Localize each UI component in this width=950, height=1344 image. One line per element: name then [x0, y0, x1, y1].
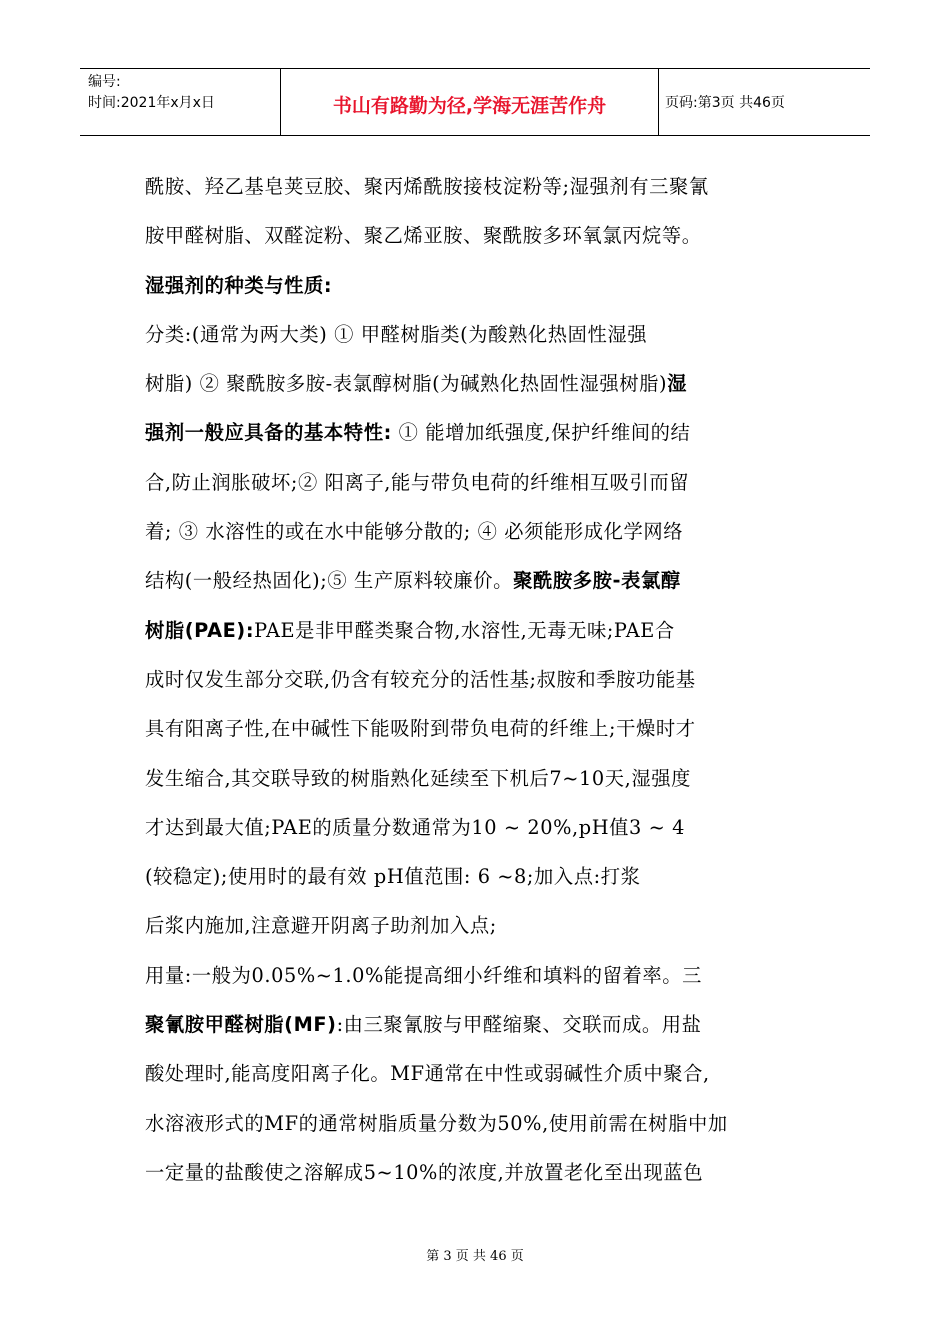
text-run: 胺甲醛树脂、双醛淀粉、聚乙烯亚胺、聚酰胺多环氧氯丙烷等。: [145, 224, 702, 248]
text-line: [145, 359, 807, 408]
text-line: [145, 507, 807, 556]
text-run: 合,防止润胀破坏;② 阳离子,能与带负电荷的纤维相互吸引而留: [145, 470, 690, 494]
bold-run: 湿: [667, 372, 687, 396]
bold-run: 强剂一般应具备的基本特性:: [145, 421, 392, 445]
text-line: [145, 606, 807, 655]
document-body: [145, 162, 807, 1197]
text-line: [145, 803, 807, 852]
text-run: :由三聚氰胺与甲醛缩聚、交联而成。用盐: [336, 1013, 702, 1037]
page-footer: 第 3 页 共 46 页: [426, 1249, 524, 1264]
text-line: [145, 951, 807, 1000]
header-motto: 书山有路勤为径,学海无涯苦作舟: [281, 69, 659, 135]
text-run: 具有阳离子性,在中碱性下能吸附到带负电荷的纤维上;干燥时才: [145, 717, 696, 741]
bold-run: 聚氰胺甲醛树脂(MF): [145, 1013, 337, 1037]
text-run: 酸处理时,能高度阳离子化。MF通常在中性或弱碱性介质中聚合,: [145, 1062, 710, 1086]
text-run: 树脂) ② 聚酰胺多胺-表氯醇树脂(为碱熟化热固性湿强树脂): [145, 372, 668, 396]
text-run: 酰胺、羟乙基皂荚豆胶、聚丙烯酰胺接枝淀粉等;湿强剂有三聚氰: [145, 175, 709, 198]
text-run: 后浆内施加,注意避开阴离子助剂加入点;: [145, 914, 497, 938]
text-line: [145, 310, 807, 359]
text-run: 成时仅发生部分交联,仍含有较充分的活性基;叔胺和季胺功能基: [145, 667, 696, 691]
text-run: PAE是非甲醛类聚合物,水溶性,无毒无味;PAE合: [254, 618, 675, 642]
text-run: 着; ③ 水溶性的或在水中能够分散的; ④ 必须能形成化学网络: [145, 520, 684, 544]
text-run: (较稳定);使用时的最有效 pH值范围: 6 ~8;加入点:打浆: [145, 865, 641, 889]
text-line: [145, 556, 807, 605]
text-line: [145, 261, 807, 310]
text-line: [145, 704, 807, 753]
text-run: 结构(一般经热固化);⑤ 生产原料较廉价。: [145, 569, 514, 593]
text-run: ① 能增加纸强度,保护纤维间的结: [391, 421, 691, 445]
text-line: [145, 1049, 807, 1098]
text-run: 水溶液形式的MF的通常树脂质量分数为50%,使用前需在树脂中加: [145, 1111, 728, 1135]
text-run: 一定量的盐酸使之溶解成5~10%的浓度,并放置老化至出现蓝色: [145, 1160, 704, 1184]
text-line: [145, 754, 807, 803]
text-line: [145, 655, 807, 704]
text-run: 发生缩合,其交联导致的树脂熟化延续至下机后7~10天,湿强度: [145, 766, 691, 790]
text-line: [145, 211, 807, 260]
page-header: [80, 68, 870, 136]
bold-run: 树脂(PAE):: [145, 618, 255, 642]
time-label: 时间:2021年x月x日: [88, 95, 215, 111]
bold-run: 湿强剂的种类与性质:: [145, 273, 333, 297]
text-line: [145, 162, 807, 211]
text-run: 用量:一般为0.05%~1.0%能提高细小纤维和填料的留着率。三: [145, 963, 702, 987]
bold-run: 聚酰胺多胺-表氯醇: [513, 569, 681, 593]
text-line: [145, 1148, 807, 1197]
text-run: 分类:(通常为两大类) ① 甲醛树脂类(为酸熟化热固性湿强: [145, 322, 648, 346]
text-line: [145, 1000, 807, 1049]
code-label: 编号:: [88, 74, 121, 90]
header-meta: [80, 69, 281, 135]
text-line: [145, 852, 807, 901]
header-page-info: 页码:第3页 共46页: [665, 95, 785, 111]
text-line: [145, 901, 807, 950]
text-line: [145, 408, 807, 457]
text-run: 才达到最大值;PAE的质量分数通常为10 ~ 20%,pH值3 ~ 4: [145, 815, 685, 839]
text-line: [145, 458, 807, 507]
text-line: [145, 1099, 807, 1148]
